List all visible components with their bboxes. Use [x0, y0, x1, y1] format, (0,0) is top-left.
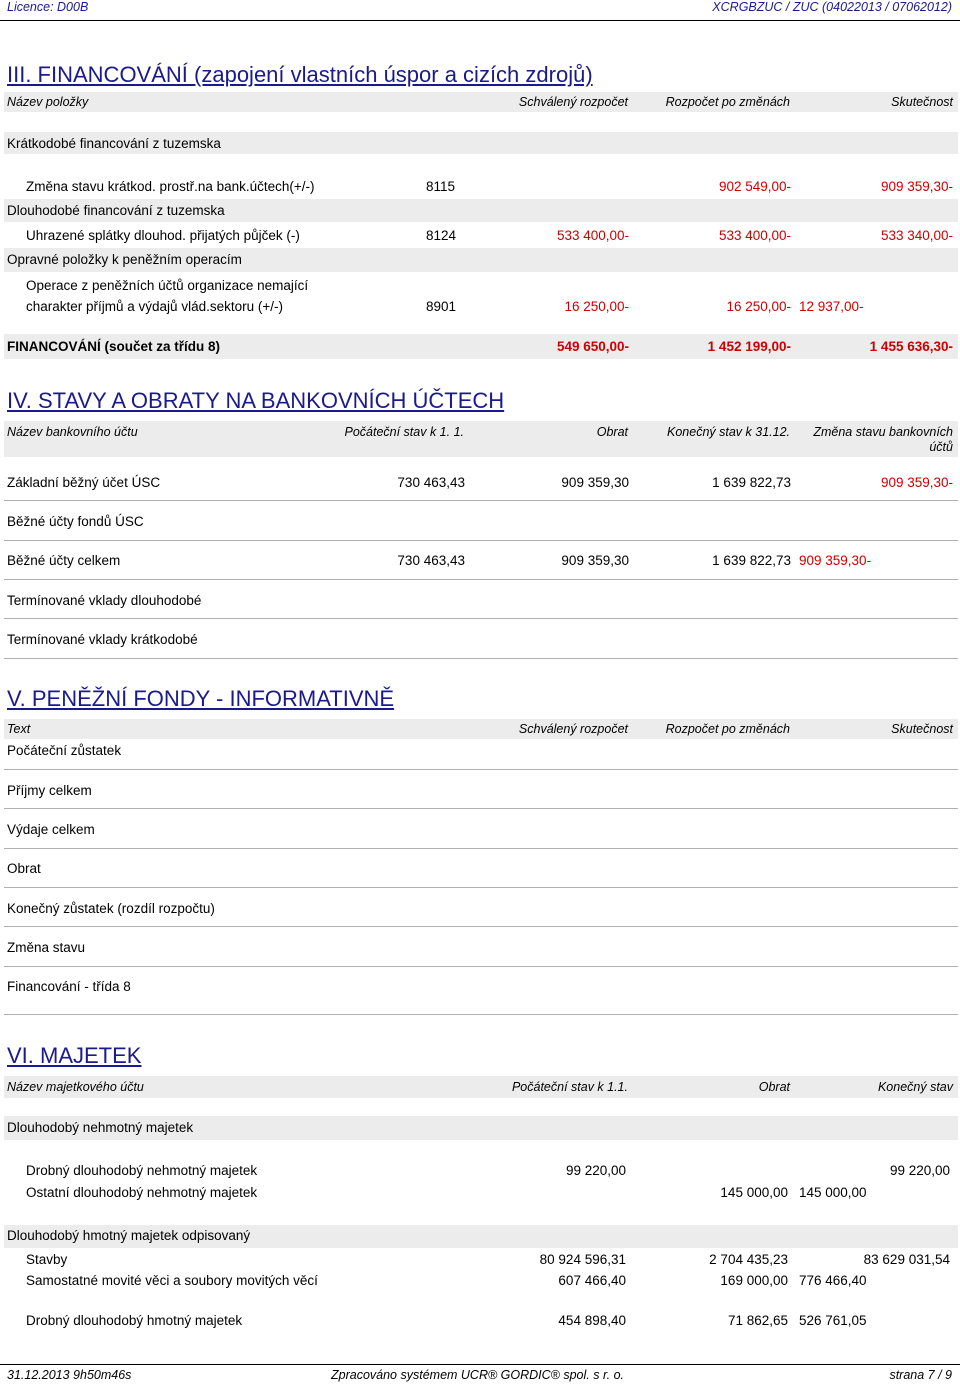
- group-hmotny: Dlouhodobý hmotný majetek odpisovaný: [7, 1228, 251, 1243]
- fond-row: Financování - třída 8: [7, 979, 131, 994]
- fond-row: Obrat: [7, 861, 41, 876]
- col-nazev-majetkoveho: Název majetkového účtu: [7, 1080, 144, 1094]
- row-divider: [4, 887, 958, 888]
- total-schvaleny: 549 650,00-: [556, 339, 629, 354]
- row-divider: [4, 966, 958, 967]
- group-dlouhodobe: Dlouhodobé financování z tuzemska: [7, 203, 225, 218]
- row-schvaleny: 16 250,00-: [564, 299, 629, 314]
- account-name: Termínované vklady krátkodobé: [7, 632, 198, 647]
- row-zmeny: 902 549,00-: [718, 179, 791, 194]
- fondy-header-bar: [4, 719, 958, 739]
- account-name: Běžné účty celkem: [7, 553, 121, 568]
- row-skut: 909 359,30-: [880, 179, 953, 194]
- row-divider: [4, 579, 958, 580]
- asset-obrat: 145 000,00: [720, 1185, 788, 1200]
- asset-poc: 454 898,40: [558, 1313, 626, 1328]
- header-rule: [0, 20, 960, 21]
- footer-date: 31.12.2013 9h50m46s: [7, 1368, 132, 1382]
- asset-kon: 145 000,00: [799, 1185, 867, 1200]
- group-nehmotny: Dlouhodobý nehmotný majetek: [7, 1120, 194, 1135]
- col-konecny: Konečný stav: [877, 1080, 953, 1094]
- asset-poc: 607 466,40: [558, 1273, 626, 1288]
- asset-obrat: 71 862,65: [727, 1313, 788, 1328]
- total-zmeny: 1 452 199,00-: [707, 339, 791, 354]
- col-po-zmenach: Rozpočet po změnách: [665, 95, 790, 109]
- financovani-header-bar: [4, 92, 958, 112]
- footer-rule: [0, 1364, 960, 1365]
- asset-name: Drobný dlouhodobý nehmotný majetek: [26, 1163, 258, 1178]
- row-divider: [4, 769, 958, 770]
- col-skutecnost: Skutečnost: [891, 722, 953, 736]
- asset-kon: 99 220,00: [889, 1163, 950, 1178]
- col-po-zmenach: Rozpočet po změnách: [665, 722, 790, 736]
- col-nazev-uctu: Název bankovního účtu: [7, 425, 138, 439]
- row-divider: [4, 540, 958, 541]
- account-name: Základní běžný účet ÚSC: [7, 475, 161, 490]
- account-zmena: 909 359,30-: [880, 475, 953, 490]
- row-divider: [4, 808, 958, 809]
- licence-label: Licence: D00B: [7, 0, 89, 14]
- total-skut: 1 455 636,30-: [869, 339, 953, 354]
- group-opravne: Opravné položky k peněžním operacím: [7, 252, 242, 267]
- section-fondy-title: V. PENĚŽNÍ FONDY - INFORMATIVNĚ: [7, 686, 395, 711]
- footer-page: strana 7 / 9: [889, 1368, 952, 1382]
- account-obrat: 909 359,30: [561, 553, 629, 568]
- group-kratkodobe: Krátkodobé financování z tuzemska: [7, 136, 221, 151]
- row-name: Změna stavu krátkod. prostř.na bank.účtech(+/-): [26, 179, 315, 194]
- row-code: 8124: [426, 228, 457, 243]
- col-obrat: Obrat: [596, 425, 628, 439]
- asset-kon: 776 466,40: [799, 1273, 867, 1288]
- asset-kon: 83 629 031,54: [863, 1252, 950, 1267]
- total-label: FINANCOVÁNÍ (součet za třídu 8): [7, 339, 221, 354]
- col-konecny: Konečný stav k 31.12.: [667, 425, 790, 439]
- fond-row: Příjmy celkem: [7, 783, 92, 798]
- asset-name: Ostatní dlouhodobý nehmotný majetek: [26, 1185, 258, 1200]
- row-name-line1: Operace z peněžních účtů organizace nemající: [26, 278, 309, 293]
- row-divider: [4, 1014, 958, 1015]
- footer-system: Zpracováno systémem UCR® GORDIC® spol. s r. o.: [331, 1368, 625, 1382]
- row-name: Uhrazené splátky dlouhod. přijatých půjček (-): [26, 228, 300, 243]
- row-zmeny: 533 400,00-: [718, 228, 791, 243]
- col-obrat: Obrat: [758, 1080, 790, 1094]
- fond-row: Počáteční zůstatek: [7, 743, 122, 758]
- col-pocatecni: Počáteční stav k 1. 1.: [344, 425, 464, 439]
- col-zmena-2: účtů: [929, 440, 953, 454]
- fond-row: Výdaje celkem: [7, 822, 95, 837]
- col-nazev-polozky: Název položky: [7, 95, 89, 109]
- account-zmena: 909 359,30-: [799, 553, 872, 568]
- asset-obrat: 2 704 435,23: [709, 1252, 788, 1267]
- account-poc: 730 463,43: [397, 553, 465, 568]
- asset-name: Stavby: [26, 1252, 68, 1267]
- row-divider: [4, 926, 958, 927]
- row-divider: [4, 500, 958, 501]
- account-kon: 1 639 822,73: [712, 475, 791, 490]
- section-majetek-title: VI. MAJETEK: [7, 1043, 142, 1068]
- row-divider: [4, 848, 958, 849]
- col-text: Text: [7, 722, 31, 736]
- col-zmena-1: Změna stavu bankovních: [813, 425, 953, 439]
- asset-name: Drobný dlouhodobý hmotný majetek: [26, 1313, 243, 1328]
- fond-row: Změna stavu: [7, 940, 86, 955]
- row-code: 8901: [426, 299, 457, 314]
- row-divider: [4, 658, 958, 659]
- row-skut: 533 340,00-: [880, 228, 953, 243]
- asset-name: Samostatné movité věci a soubory movitých věcí: [26, 1273, 318, 1288]
- majetek-header-bar: [4, 1076, 958, 1098]
- row-zmeny: 16 250,00-: [726, 299, 791, 314]
- col-pocatecni: Počáteční stav k 1.1.: [511, 1080, 628, 1094]
- row-skut: 12 937,00-: [799, 299, 864, 314]
- section-stavy-title: IV. STAVY A OBRATY NA BANKOVNÍCH ÚČTECH: [7, 388, 505, 413]
- account-kon: 1 639 822,73: [712, 553, 791, 568]
- account-poc: 730 463,43: [397, 475, 465, 490]
- row-schvaleny: 533 400,00-: [556, 228, 629, 243]
- asset-obrat: 169 000,00: [720, 1273, 788, 1288]
- section-financovani-title: III. FINANCOVÁNÍ (zapojení vlastních úspor a cizích zdrojů): [7, 62, 593, 87]
- fond-row: Konečný zůstatek (rozdíl rozpočtu): [7, 901, 215, 916]
- col-schvaleny: Schválený rozpočet: [518, 722, 628, 736]
- col-skutecnost: Skutečnost: [891, 95, 953, 109]
- account-obrat: 909 359,30: [561, 475, 629, 490]
- col-schvaleny: Schválený rozpočet: [518, 95, 628, 109]
- row-divider: [4, 618, 958, 619]
- asset-kon: 526 761,05: [799, 1313, 867, 1328]
- row-code: 8115: [426, 179, 456, 194]
- report-code: XCRGBZUC / ZUC (04022013 / 07062012): [712, 0, 952, 14]
- account-name: Běžné účty fondů ÚSC: [7, 514, 144, 529]
- asset-poc: 99 220,00: [565, 1163, 626, 1178]
- account-name: Termínované vklady dlouhodobé: [7, 593, 202, 608]
- row-name-line2: charakter příjmů a výdajů vlád.sektoru (+/-): [26, 299, 283, 314]
- asset-poc: 80 924 596,31: [539, 1252, 626, 1267]
